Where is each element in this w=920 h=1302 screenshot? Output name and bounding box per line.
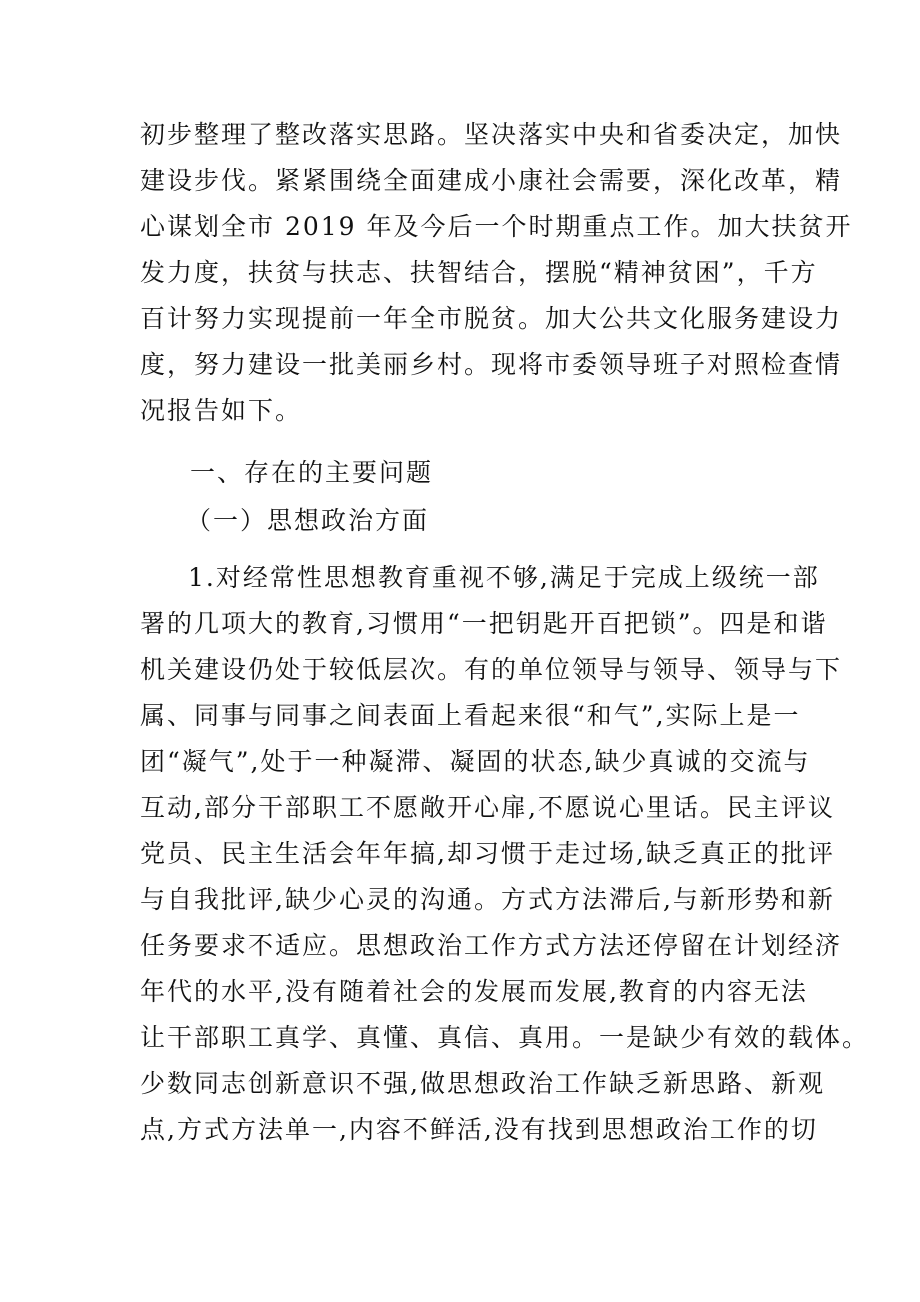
body-line: 让干部职工真学、真懂、真信、真用。一是缺少有效的载体。 — [140, 1023, 870, 1052]
body-line: 与自我批评,缺少心灵的沟通。方式方法滞后,与新形势和新 — [140, 885, 835, 914]
body-line: 点,方式方法单一,内容不鲜活,没有找到思想政治工作的切 — [140, 1115, 818, 1144]
subsection-heading-text: （一）思想政治方面 — [186, 506, 430, 535]
body-line: 属、同事与同事之间表面上看起来很“和气”,实际上是一 — [140, 701, 801, 730]
intro-line: 况报告如下。 — [140, 396, 303, 425]
body-line: 团“凝气”,处于一种凝滞、凝固的状态,缺少真诚的交流与 — [140, 747, 811, 776]
body-line: 少数同志创新意识不强,做思想政治工作缺乏新思路、新观 — [140, 1069, 825, 1098]
body-line: 机关建设仍处于较低层次。有的单位领导与领导、领导与下 — [140, 655, 843, 684]
body-line: 党员、民主生活会年年搞,却习惯于走过场,缺乏真正的批评 — [140, 839, 835, 868]
section-heading-text: 一、存在的主要问题 — [190, 458, 434, 487]
intro-line: 百计努力实现提前一年全市脱贫。加大公共文化服务建设力 — [140, 304, 843, 333]
body-line: 年代的水平,没有随着社会的发展而发展,教育的内容无法 — [140, 977, 808, 1006]
intro-line: 度，努力建设一批美丽乡村。现将市委领导班子对照检查情 — [140, 350, 843, 379]
intro-line: 心谋划全市 2019 年及今后一个时期重点工作。加大扶贫开 — [140, 212, 853, 241]
body-line: 1.对经常性思想教育重视不够,满足于完成上级统一部 — [188, 563, 820, 592]
intro-line: 初步整理了整改落实思路。坚决落实中央和省委决定，加快 — [140, 120, 843, 149]
intro-line: 建设步伐。紧紧围绕全面建成小康社会需要，深化改革，精 — [140, 166, 843, 195]
body-line: 署的几项大的教育,习惯用“一把钥匙开百把锁”。四是和谐 — [140, 609, 828, 638]
body-line: 互动,部分干部职工不愿敞开心扉,不愿说心里话。民主评议 — [140, 793, 835, 822]
body-line: 任务要求不适应。思想政治工作方式方法还停留在计划经济 — [140, 931, 843, 960]
intro-line: 发力度，扶贫与扶志、扶智结合，摆脱“精神贫困”，千方 — [140, 258, 818, 287]
